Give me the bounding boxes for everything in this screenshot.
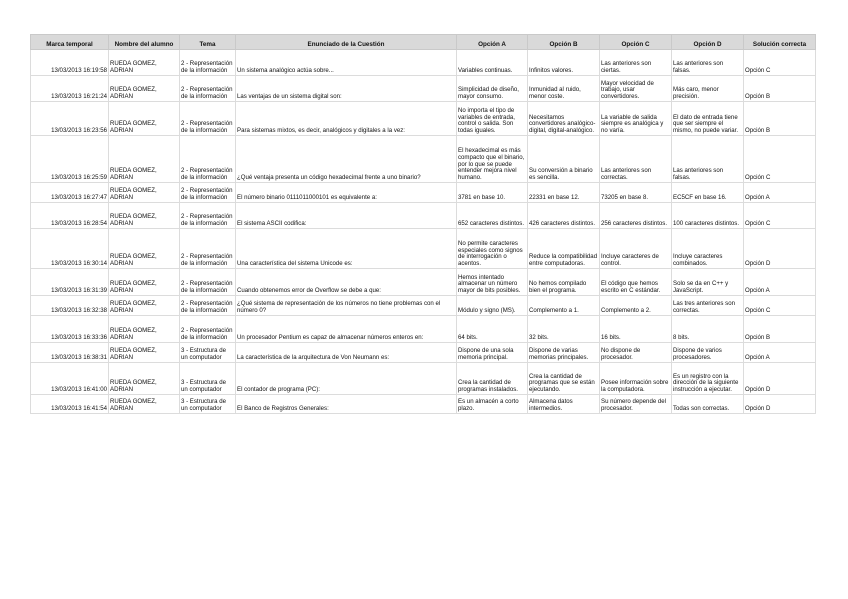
cell-timestamp[interactable]: 13/03/2013 16:25:59 (31, 136, 109, 183)
cell-topic[interactable]: 2 - Representación de la información (180, 76, 236, 102)
cell-question[interactable]: El sistema ASCII codifica: (236, 203, 457, 229)
table-row (31, 343, 816, 363)
cell-student-name[interactable]: RUEDA GOMEZ, ADRIAN (109, 269, 180, 296)
cell-option-a[interactable]: Variables continuas. (457, 50, 528, 76)
cell-option-d[interactable]: Incluye caracteres combinados. (672, 229, 744, 269)
cell-option-d[interactable]: EC5CF en base 16. (672, 183, 744, 203)
cell-option-b[interactable]: Infinitos valores. (528, 50, 600, 76)
header-option-c: Opción C (600, 35, 672, 50)
cell-option-a[interactable]: Crea la cantidad de programas instalados. (457, 363, 528, 395)
cell-topic[interactable]: 3 - Estructura de un computador (180, 395, 236, 414)
cell-option-c[interactable]: La variable de salida siempre es analógica y no varía. (600, 102, 672, 136)
cell-student-name[interactable]: RUEDA GOMEZ, ADRIAN (109, 229, 180, 269)
cell-correct-solution[interactable]: Opción B (744, 102, 816, 136)
header-correct-solution: Solución correcta (744, 35, 816, 50)
cell-topic[interactable]: 2 - Representación de la información (180, 316, 236, 343)
header-student-name: Nombre del alumno (109, 35, 180, 50)
cell-option-a[interactable]: Es un almacén a corto plazo. (457, 395, 528, 414)
cell-student-name[interactable]: RUEDA GOMEZ, ADRIAN (109, 203, 180, 229)
cell-option-d[interactable]: Las anteriores son falsas. (672, 50, 744, 76)
cell-option-b[interactable]: 22331 en base 12. (528, 183, 600, 203)
cell-question[interactable]: Un sistema analógico actúa sobre... (236, 50, 457, 76)
cell-option-a[interactable]: Dispone de una sola memoria principal. (457, 343, 528, 363)
table-row (31, 395, 816, 414)
cell-option-a[interactable]: 652 caracteres distintos. (457, 203, 528, 229)
header-option-d: Opción D (672, 35, 744, 50)
cell-option-c[interactable]: Las anteriores son ciertas. (600, 50, 672, 76)
cell-question[interactable]: El contador de programa (PC): (236, 363, 457, 395)
cell-student-name[interactable]: RUEDA GOMEZ, ADRIAN (109, 136, 180, 183)
responses-table (30, 34, 816, 414)
cell-option-c[interactable]: 256 caracteres distintos. (600, 203, 672, 229)
cell-option-a[interactable]: Módulo y signo (MS). (457, 296, 528, 316)
table-row (31, 269, 816, 296)
cell-timestamp[interactable]: 13/03/2013 16:27:47 (31, 183, 109, 203)
cell-timestamp[interactable]: 13/03/2013 16:19:58 (31, 50, 109, 76)
cell-correct-solution[interactable]: Opción A (744, 343, 816, 363)
table-row (31, 136, 816, 183)
table-row (31, 203, 816, 229)
cell-option-c[interactable]: Las anteriores son correctas. (600, 136, 672, 183)
cell-option-b[interactable]: Almacena datos intermedios. (528, 395, 600, 414)
cell-timestamp[interactable]: 13/03/2013 16:28:54 (31, 203, 109, 229)
cell-topic[interactable]: 2 - Representación de la información (180, 269, 236, 296)
cell-option-b[interactable]: Necesitamos convertidores analógico-digital, digital-analógico. (528, 102, 600, 136)
cell-question[interactable]: La característica de la arquitectura de Von Neumann es: (236, 343, 457, 363)
cell-option-a[interactable]: 64 bits. (457, 316, 528, 343)
cell-option-d[interactable]: Dispone de varios procesadores. (672, 343, 744, 363)
cell-topic[interactable]: 3 - Estructura de un computador (180, 363, 236, 395)
header-row (31, 35, 816, 50)
cell-option-a[interactable]: No permite caracteres especiales como signos de interrogación o acentos. (457, 229, 528, 269)
cell-option-a[interactable]: El hexadecimal es más compacto que el binario, por lo que se puede entender mejora nivel humano. (457, 136, 528, 183)
cell-timestamp[interactable]: 13/03/2013 16:38:31 (31, 343, 109, 363)
cell-question[interactable]: Las ventajas de un sistema digital son: (236, 76, 457, 102)
cell-correct-solution[interactable]: Opción D (744, 395, 816, 414)
cell-correct-solution[interactable]: Opción D (744, 363, 816, 395)
table-row (31, 296, 816, 316)
cell-option-b[interactable]: Dispone de varias memorias principales. (528, 343, 600, 363)
table-row (31, 363, 816, 395)
cell-option-b[interactable]: Complemento a 1. (528, 296, 600, 316)
header-timestamp: Marca temporal (31, 35, 109, 50)
cell-topic[interactable]: 2 - Representación de la información (180, 183, 236, 203)
cell-student-name[interactable]: RUEDA GOMEZ, ADRIAN (109, 50, 180, 76)
cell-option-c[interactable]: El código que hemos escrito en C estándar. (600, 269, 672, 296)
cell-timestamp[interactable]: 13/03/2013 16:41:00 (31, 363, 109, 395)
cell-topic[interactable]: 2 - Representación de la información (180, 136, 236, 183)
cell-option-b[interactable]: Crea la cantidad de programas que se están ejecutando. (528, 363, 600, 395)
cell-correct-solution[interactable]: Opción D (744, 229, 816, 269)
cell-option-d[interactable]: Solo se da en C++ y JavaScript. (672, 269, 744, 296)
cell-question[interactable]: ¿Qué sistema de representación de los números no tiene problemas con el número 0? (236, 296, 457, 316)
header-option-b: Opción B (528, 35, 600, 50)
cell-option-a[interactable]: Hemos intentado almacenar un número mayor de bits posibles. (457, 269, 528, 296)
cell-topic[interactable]: 2 - Representación de la información (180, 229, 236, 269)
cell-question[interactable]: Para sistemas mixtos, es decir, analógicos y digitales a la vez: (236, 102, 457, 136)
cell-option-c[interactable]: 16 bits. (600, 316, 672, 343)
cell-option-c[interactable]: Posee información sobre la computadora. (600, 363, 672, 395)
cell-option-a[interactable]: Simplicidad de diseño, mayor consumo. (457, 76, 528, 102)
cell-correct-solution[interactable]: Opción C (744, 296, 816, 316)
cell-topic[interactable]: 2 - Representación de la información (180, 102, 236, 136)
cell-timestamp[interactable]: 13/03/2013 16:21:24 (31, 76, 109, 102)
cell-student-name[interactable]: RUEDA GOMEZ, ADRIAN (109, 363, 180, 395)
cell-student-name[interactable]: RUEDA GOMEZ, ADRIAN (109, 343, 180, 363)
cell-option-a[interactable]: No importa el tipo de variables de entrada, control o salida. Son todas iguales. (457, 102, 528, 136)
table-row (31, 316, 816, 343)
cell-option-c[interactable]: Su número depende del procesador. (600, 395, 672, 414)
cell-correct-solution[interactable]: Opción C (744, 50, 816, 76)
cell-correct-solution[interactable]: Opción A (744, 183, 816, 203)
cell-option-d[interactable]: 8 bits. (672, 316, 744, 343)
table-row (31, 183, 816, 203)
header-question: Enunciado de la Cuestión (236, 35, 457, 50)
cell-correct-solution[interactable]: Opción B (744, 316, 816, 343)
cell-student-name[interactable]: RUEDA GOMEZ, ADRIAN (109, 296, 180, 316)
cell-option-d[interactable]: 100 caracteres distintos. (672, 203, 744, 229)
cell-option-d[interactable]: Las anteriores son falsas. (672, 136, 744, 183)
cell-option-d[interactable]: Es un registro con la dirección de la siguiente instrucción a ejecutar. (672, 363, 744, 395)
cell-option-c[interactable]: No dispone de procesador. (600, 343, 672, 363)
cell-option-b[interactable]: Inmunidad al ruido, menor coste. (528, 76, 600, 102)
cell-correct-solution[interactable]: Opción C (744, 136, 816, 183)
cell-option-d[interactable]: Las tres anteriores son correctas. (672, 296, 744, 316)
table-body (31, 50, 816, 414)
cell-student-name[interactable]: RUEDA GOMEZ, ADRIAN (109, 183, 180, 203)
cell-student-name[interactable]: RUEDA GOMEZ, ADRIAN (109, 316, 180, 343)
cell-question[interactable]: El número binario 0111011000101 es equivalente a: (236, 183, 457, 203)
cell-topic[interactable]: 2 - Representación de la información (180, 296, 236, 316)
cell-timestamp[interactable]: 13/03/2013 16:33:36 (31, 316, 109, 343)
cell-topic[interactable]: 3 - Estructura de un computador (180, 343, 236, 363)
table-row (31, 102, 816, 136)
cell-question[interactable]: Una característica del sistema Unicode es: (236, 229, 457, 269)
cell-question[interactable]: ¿Qué ventaja presenta un código hexadecimal frente a uno binario? (236, 136, 457, 183)
cell-option-c[interactable]: Complemento a 2. (600, 296, 672, 316)
cell-timestamp[interactable]: 13/03/2013 16:23:56 (31, 102, 109, 136)
table-row (31, 50, 816, 76)
cell-timestamp[interactable]: 13/03/2013 16:30:14 (31, 229, 109, 269)
cell-topic[interactable]: 2 - Representación de la información (180, 203, 236, 229)
header-option-a: Opción A (457, 35, 528, 50)
cell-option-d[interactable]: Más caro, menor precisión. (672, 76, 744, 102)
cell-timestamp[interactable]: 13/03/2013 16:31:39 (31, 269, 109, 296)
header-topic: Tema (180, 35, 236, 50)
cell-option-d[interactable]: El dato de entrada tiene que ser siempre el mismo, no puede variar. (672, 102, 744, 136)
cell-student-name[interactable]: RUEDA GOMEZ, ADRIAN (109, 76, 180, 102)
cell-question[interactable]: Un procesador Pentium es capaz de almacenar números enteros en: (236, 316, 457, 343)
cell-option-c[interactable]: Incluye caracteres de control. (600, 229, 672, 269)
cell-option-d[interactable]: Todas son correctas. (672, 395, 744, 414)
cell-correct-solution[interactable]: Opción C (744, 203, 816, 229)
table-row (31, 76, 816, 102)
cell-option-b[interactable]: No hemos compilado bien el programa. (528, 269, 600, 296)
cell-option-a[interactable]: 3781 en base 10. (457, 183, 528, 203)
cell-timestamp[interactable]: 13/03/2013 16:41:54 (31, 395, 109, 414)
cell-option-c[interactable]: Mayor velocidad de trabajo, usar convertidores. (600, 76, 672, 102)
cell-option-b[interactable]: Reduce la compatibilidad entre computadoras. (528, 229, 600, 269)
cell-topic[interactable]: 2 - Representación de la información (180, 50, 236, 76)
cell-option-b[interactable]: 426 caracteres distintos. (528, 203, 600, 229)
cell-correct-solution[interactable]: Opción B (744, 76, 816, 102)
cell-student-name[interactable]: RUEDA GOMEZ, ADRIAN (109, 395, 180, 414)
cell-option-c[interactable]: 73205 en base 8. (600, 183, 672, 203)
cell-option-b[interactable]: 32 bits. (528, 316, 600, 343)
cell-question[interactable]: El Banco de Registros Generales: (236, 395, 457, 414)
cell-question[interactable]: Cuando obtenemos error de Overflow se debe a que: (236, 269, 457, 296)
cell-correct-solution[interactable]: Opción A (744, 269, 816, 296)
table-row (31, 229, 816, 269)
cell-timestamp[interactable]: 13/03/2013 16:32:38 (31, 296, 109, 316)
cell-student-name[interactable]: RUEDA GOMEZ, ADRIAN (109, 102, 180, 136)
cell-option-b[interactable]: Su conversión a binario es sencilla. (528, 136, 600, 183)
